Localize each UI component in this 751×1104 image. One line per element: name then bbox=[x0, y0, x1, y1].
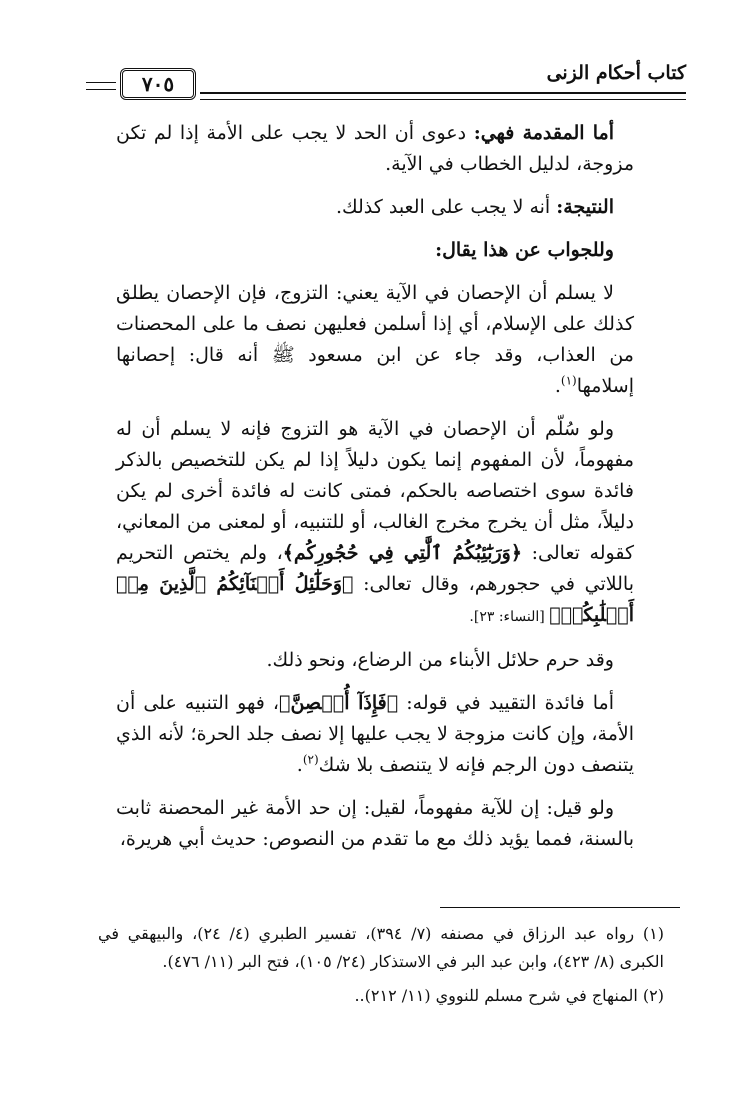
ihsan-text: لا يسلم أن الإحصان في الآية يعني: التزوج، فإن الإحصان يطلق كذلك على الإسلام، أي إذا أسلمن فعليهن نصف ما على المحصنات من العذاب، وقد جاء عن ابن مسعود ﷺ أنه قال: إحصانها إسلامها bbox=[116, 282, 634, 397]
paragraph-mafhum bbox=[116, 414, 634, 633]
ihsan-end: . bbox=[554, 375, 561, 397]
answer-heading: وللجواب عن هذا يقال: bbox=[435, 239, 614, 261]
mafhum-text: ولو سُلّم أن الإحصان في الآية هو التزوج فإنه لا يسلم أن له مفهوماً، لأن المفهوم إنما يكون دليلاً إذا لم يكن للتخصيص بالذكر فائدة سوى اختصاصه بالحكم، فمتى كانت له فائدة أخرى لم يكن دليلاً، مثل أن يخرج مخرج الغالب، أو للتنبيه، أو لمعنى من المعاني، كقوله تعالى: bbox=[116, 418, 634, 564]
header-rule-right bbox=[200, 92, 686, 100]
paragraph-result bbox=[116, 192, 634, 223]
main-text bbox=[116, 118, 634, 867]
paragraph-sunnah bbox=[116, 793, 634, 855]
header-rule-left bbox=[86, 82, 116, 90]
paragraph-premise bbox=[116, 118, 634, 180]
paragraph-halail bbox=[116, 645, 634, 676]
verse-reference: [النساء: ٢٣]. bbox=[469, 609, 550, 625]
quran-verse-2: ﴿وَحَلَٰٓئِلُ أَبۡنَآئِكُمُ ٱلَّذِينَ مِنۡ أَصۡلَٰبِكُمۡ﴾ bbox=[116, 573, 634, 626]
sunnah-text: ولو قيل: إن للآية مفهوماً، لقيل: إن حد الأمة غير المحصنة ثابت بالسنة، فمما يؤيد ذلك مع ما تقدم من النصوص: حديث أبي هريرة، bbox=[116, 797, 634, 850]
premise-heading: أما المقدمة فهي: bbox=[473, 122, 614, 144]
page-number-box bbox=[120, 68, 196, 100]
result-heading: النتيجة: bbox=[556, 196, 614, 218]
paragraph-taqyid bbox=[116, 688, 634, 781]
footnotes bbox=[98, 920, 664, 1016]
quran-verse-1: ﴿وَرَبَٰٓئِبُكُمُ ٱلَّٰتِي فِي حُجُورِكُم﴾ bbox=[282, 542, 522, 564]
footnote-2: (٢) المنهاج في شرح مسلم للنووي (١١/ ٢١٢).. bbox=[354, 986, 664, 1005]
book-title: كتاب أحكام الزنى bbox=[546, 62, 686, 84]
paragraph-answer-heading bbox=[116, 235, 634, 266]
page-header bbox=[86, 62, 686, 112]
mafhum-mid: ، ولم يختص التحريم باللاتي في حجورهم، وقال تعالى: bbox=[116, 542, 634, 595]
footnote-separator bbox=[440, 907, 680, 908]
taqyid-text: أما فائدة التقييد في قوله: bbox=[398, 692, 614, 714]
taqyid-rest: ، فهو التنبيه على أن الأمة، وإن كانت مزوجة لا يجب عليها إلا نصف جلد الحرة؛ لأنه الذي يتنصف دون الرجم فإنه لا يتنصف بلا شك bbox=[116, 692, 634, 776]
quran-verse-3: ﴿فَإِذَآ أُحۡصِنَّ﴾ bbox=[279, 692, 399, 714]
result-text: أنه لا يجب على العبد كذلك. bbox=[335, 196, 557, 218]
premise-text: دعوى أن الحد لا يجب على الأمة إذا لم تكن مزوجة، لدليل الخطاب في الآية. bbox=[116, 122, 634, 175]
paragraph-ihsan bbox=[116, 278, 634, 402]
taqyid-end: . bbox=[296, 754, 303, 776]
page-number: ٧٠٥ bbox=[141, 72, 175, 96]
footnote-1: (١) رواه عبد الرزاق في مصنفه (٧/ ٣٩٤)، تفسير الطبري (٤/ ٢٤)، والبيهقي في الكبرى (٨/ ٤٢٣)، وابن عبد البر في الاستذكار (٢٤/ ١٠٥)، فتح البر (١١/ ٤٧٦). bbox=[98, 924, 664, 971]
halail-text: وقد حرم حلائل الأبناء من الرضاع، ونحو ذلك. bbox=[266, 649, 614, 671]
footnote-ref-2[interactable]: (٢) bbox=[302, 752, 319, 767]
footnote-ref-1[interactable]: (١) bbox=[560, 373, 577, 388]
